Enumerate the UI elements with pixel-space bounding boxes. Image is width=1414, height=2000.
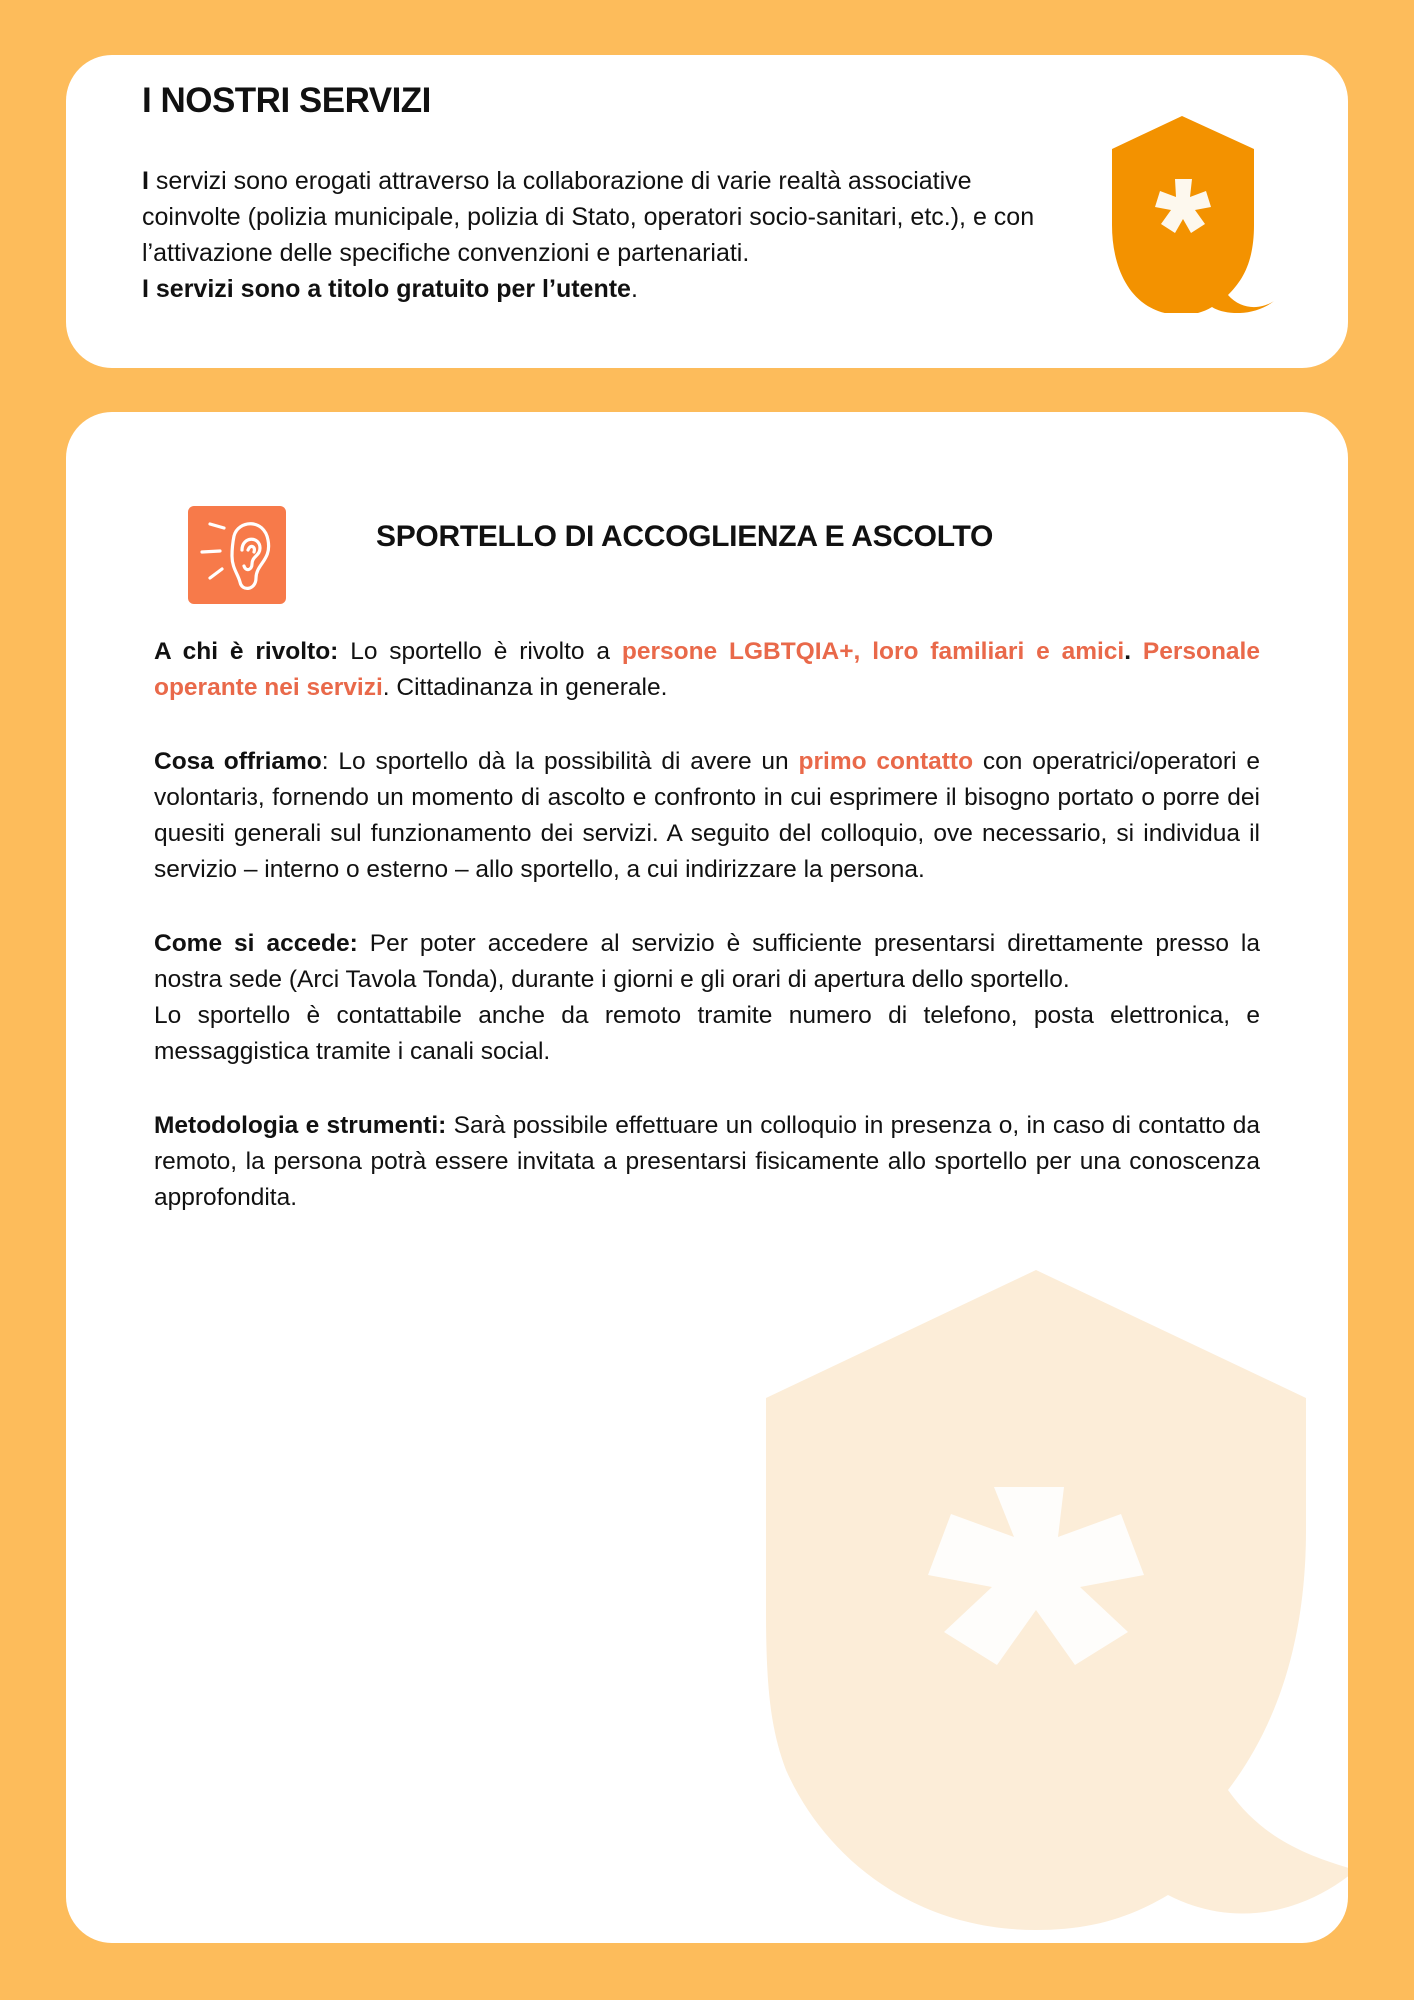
intro-paragraph [142,163,1072,307]
method-label: Metodologia e strumenti: [154,1112,447,1139]
service-description [154,634,1260,1254]
service-card [66,412,1348,1943]
target-label: A chi è rivolto: [154,638,339,665]
target-paragraph [154,634,1260,706]
intro-text: servizi sono erogati attraverso la collaborazione di varie realtà associative coinvolte (polizia municipale, polizia di Stato, operatori socio-sanitari, etc.), e con l’attivazione delle specifiche convenzioni e partenariati. [142,167,1035,267]
shield-speech-asterisk-icon [1104,113,1280,313]
offer-text: : Lo sportello dà la possibilità di avere un [321,748,799,775]
target-highlight-personnel: Personale operante nei servizi [154,638,1260,701]
intro-card [66,55,1348,368]
offer-highlight: primo contatto [798,748,974,775]
access-paragraph [154,926,1260,998]
target-separator: . [1124,638,1143,665]
free-service-statement: I servizi sono a titolo gratuito per l’utente [142,275,631,303]
access-remote-text: Lo sportello è contattabile anche da remoto tramite numero di telefono, posta elettronica, e messaggistica tramite i canali social. [154,1002,1260,1065]
ear-listening-icon [188,506,286,604]
free-service-period: . [630,275,638,303]
ear-canal [248,546,254,552]
access-remote-paragraph [154,998,1260,1070]
shield-speech-asterisk-watermark [766,1270,1348,1930]
method-paragraph [154,1108,1260,1216]
offer-label: Cosa offriamo [154,748,322,775]
service-title: SPORTELLO DI ACCOGLIENZA E ASCOLTO [376,520,994,553]
sound-line-middle [202,551,220,552]
ear-outer [232,524,269,589]
page-title: I NOSTRI SERVIZI [142,81,431,120]
ear-inner [242,539,260,569]
sound-line-bottom [210,569,222,578]
sound-line-top [210,524,224,528]
target-text-end: . Cittadinanza in generale. [382,674,668,701]
intro-lead-letter: I [142,167,149,195]
offer-text-end: con operatrici/operatori e volontariɜ, fornendo un momento di ascolto e confronto in cui esprimere il bisogno portato o porre dei quesiti generali sul funzionamento dei servizi. A seguito del colloquio, ove necessario, si individua il servizio – interno o esterno – allo sportello, a cui indirizzare la persona. [154,748,1260,883]
access-label: Come si accede: [154,930,358,957]
access-text: Per poter accedere al servizio è sufficiente presentarsi direttamente presso la nostra sede (Arci Tavola Tonda), durante i giorni e gli orari di apertura dello sportello. [154,930,1260,993]
target-highlight-lgbtqia: persone LGBTQIA+, loro familiari e amici [621,638,1125,665]
target-text: Lo sportello è rivolto a [338,638,622,665]
method-text: Sarà possibile effettuare un colloquio in presenza o, in caso di contatto da remoto, la persona potrà essere invitata a presentarsi fisicamente allo sportello per una conoscenza approfondita. [154,1112,1260,1211]
offer-paragraph [154,744,1260,888]
